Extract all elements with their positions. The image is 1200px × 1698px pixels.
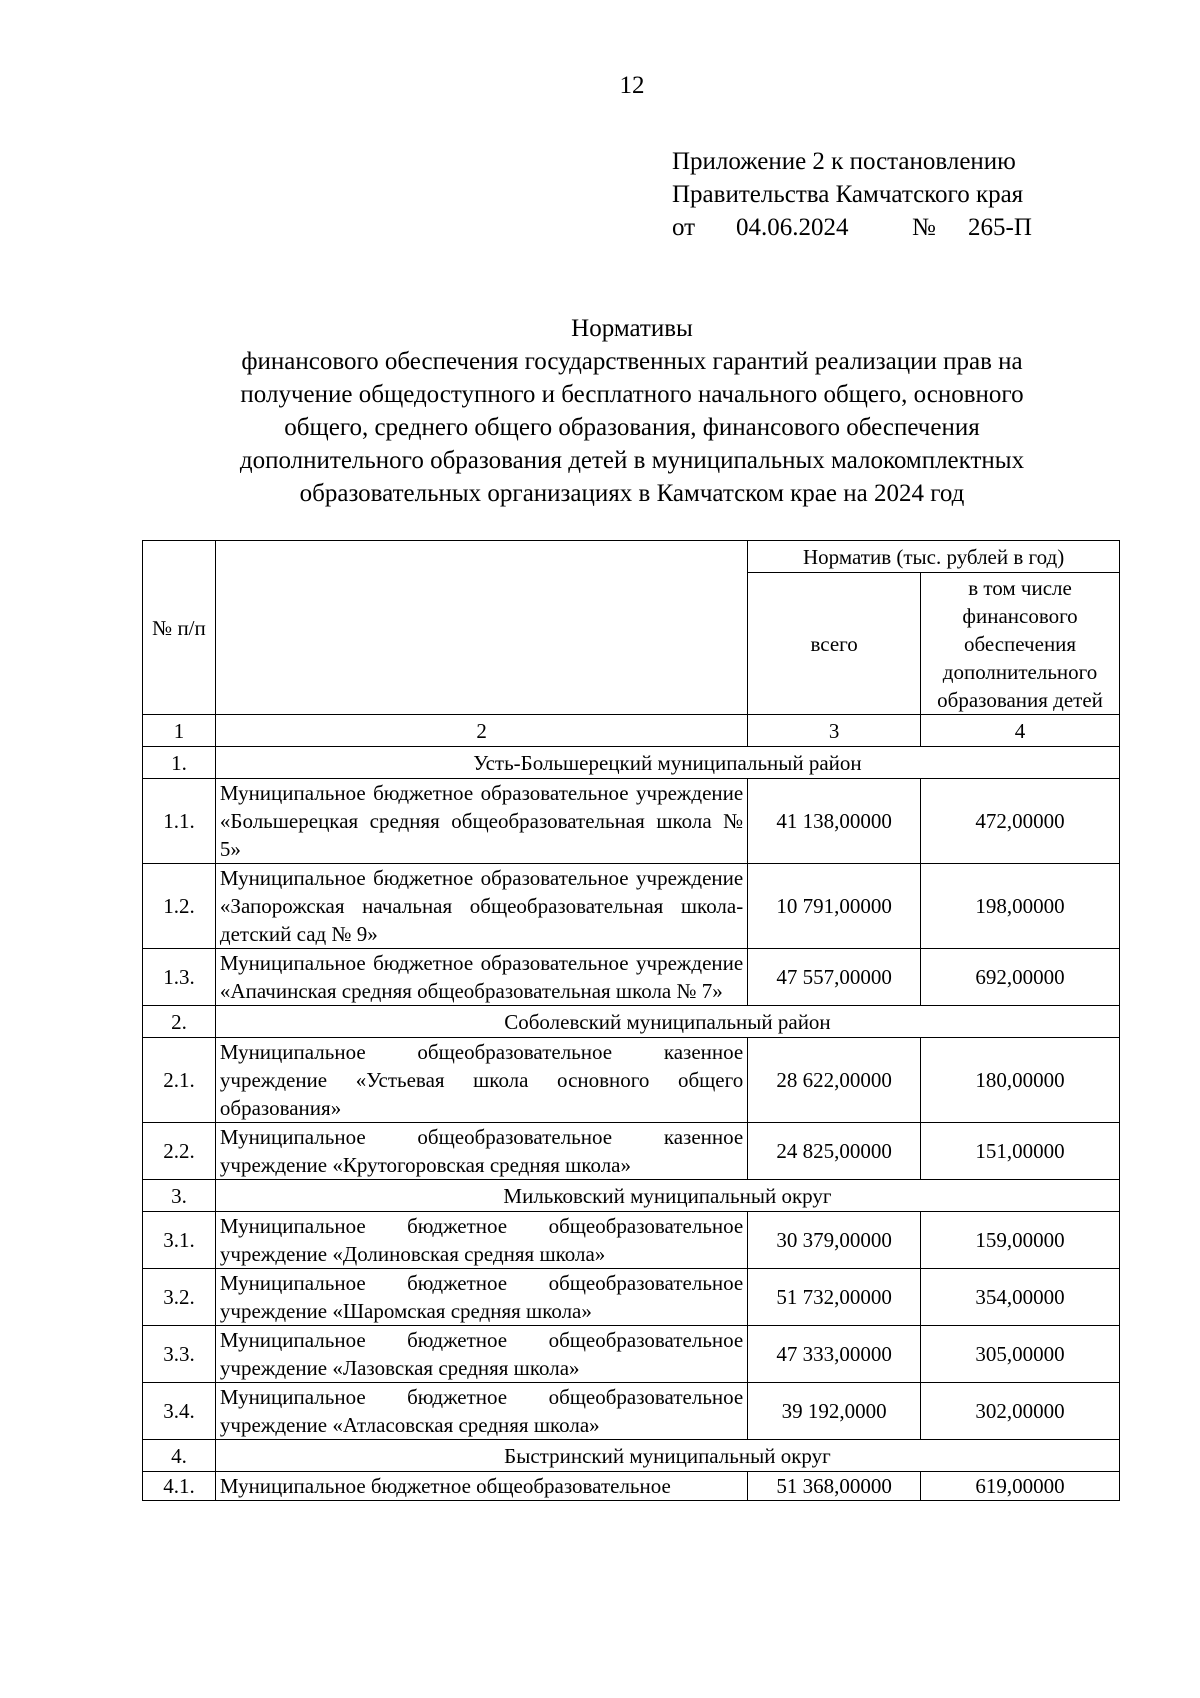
appendix-line-1: Приложение 2 к постановлению xyxy=(672,148,1016,175)
normative-additional: 159,00000 xyxy=(921,1212,1120,1269)
column-number-4: 4 xyxy=(921,715,1120,747)
normative-additional: 151,00000 xyxy=(921,1123,1120,1180)
row-number: 1.3. xyxy=(143,949,216,1006)
section-name: Усть-Большерецкий муниципальный район xyxy=(215,747,1119,779)
organization-name: Муниципальное общеобразовательное казенное учреждение «Крутогоровская средняя школа» xyxy=(215,1123,747,1180)
normative-additional: 619,00000 xyxy=(921,1472,1120,1501)
organization-name: Муниципальное бюджетное общеобразовательное учреждение «Лазовская средняя школа» xyxy=(215,1326,747,1383)
header-col-normative: Норматив (тыс. рублей в год) xyxy=(748,541,1120,573)
appendix-number-sign: № xyxy=(912,214,936,241)
normative-total: 41 138,00000 xyxy=(748,779,921,864)
normative-additional: 180,00000 xyxy=(921,1038,1120,1123)
column-number-2: 2 xyxy=(215,715,747,747)
appendix-number: 265-П xyxy=(968,214,1032,241)
table-row xyxy=(143,1038,1120,1123)
normative-additional: 305,00000 xyxy=(921,1326,1120,1383)
section-number: 1. xyxy=(143,747,216,779)
section-row xyxy=(143,1180,1120,1212)
table-row xyxy=(143,1269,1120,1326)
row-number: 2.2. xyxy=(143,1123,216,1180)
normative-total: 24 825,00000 xyxy=(748,1123,921,1180)
section-name: Соболевский муниципальный район xyxy=(215,1006,1119,1038)
title-line-4: общего, среднего общего образования, финансового обеспечения xyxy=(284,414,980,441)
organization-name: Муниципальное бюджетное образовательное учреждение «Запорожская начальная общеобразовательная школа-детский сад № 9» xyxy=(215,864,747,949)
header-col-total: всего xyxy=(748,573,921,715)
column-number-1: 1 xyxy=(143,715,216,747)
appendix-from-label: от xyxy=(672,214,696,241)
appendix-line-2: Правительства Камчатского края xyxy=(672,181,1024,208)
appendix-block xyxy=(672,145,1032,244)
normative-total: 30 379,00000 xyxy=(748,1212,921,1269)
title-line-5: дополнительного образования детей в муниципальных малокомплектных xyxy=(239,447,1025,474)
table-row xyxy=(143,1123,1120,1180)
document-title xyxy=(160,312,1104,510)
table-row xyxy=(143,949,1120,1006)
row-number: 1.1. xyxy=(143,779,216,864)
column-number-3: 3 xyxy=(748,715,921,747)
normative-total: 47 557,00000 xyxy=(748,949,921,1006)
header-col-additional: в том числе финансового обеспечения дополнительного образования детей xyxy=(921,573,1120,715)
title-line-1: Нормативы xyxy=(571,315,693,342)
row-number: 4.1. xyxy=(143,1472,216,1501)
row-number: 3.1. xyxy=(143,1212,216,1269)
organization-name: Муниципальное бюджетное общеобразовательное xyxy=(215,1472,747,1501)
organization-name: Муниципальное бюджетное образовательное учреждение «Апачинская средняя общеобразовательная школа № 7» xyxy=(215,949,747,1006)
table-row xyxy=(143,1326,1120,1383)
table-row xyxy=(143,1472,1120,1501)
table-row xyxy=(143,779,1120,864)
header-col-name xyxy=(215,541,747,715)
section-row xyxy=(143,747,1120,779)
title-line-6: образовательных организациях в Камчатском крае на 2024 год xyxy=(299,480,965,507)
title-line-3: получение общедоступного и бесплатного начального общего, основного xyxy=(240,381,1024,408)
section-number: 4. xyxy=(143,1440,216,1472)
organization-name: Муниципальное общеобразовательное казенное учреждение «Устьевая школа основного общего образования» xyxy=(215,1038,747,1123)
normative-total: 47 333,00000 xyxy=(748,1326,921,1383)
normative-additional: 692,00000 xyxy=(921,949,1120,1006)
normative-total: 51 732,00000 xyxy=(748,1269,921,1326)
column-number-row xyxy=(143,715,1120,747)
organization-name: Муниципальное бюджетное общеобразовательное учреждение «Шаромская средняя школа» xyxy=(215,1269,747,1326)
normative-additional: 302,00000 xyxy=(921,1383,1120,1440)
normative-total: 10 791,00000 xyxy=(748,864,921,949)
section-number: 2. xyxy=(143,1006,216,1038)
table-row xyxy=(143,864,1120,949)
title-line-2: финансового обеспечения государственных гарантий реализации прав на xyxy=(241,348,1023,375)
section-number: 3. xyxy=(143,1180,216,1212)
row-number: 3.2. xyxy=(143,1269,216,1326)
normative-additional: 354,00000 xyxy=(921,1269,1120,1326)
normative-additional: 198,00000 xyxy=(921,864,1120,949)
normative-additional: 472,00000 xyxy=(921,779,1120,864)
appendix-date: 04.06.2024 xyxy=(736,214,849,241)
row-number: 1.2. xyxy=(143,864,216,949)
row-number: 3.3. xyxy=(143,1326,216,1383)
normatives-table xyxy=(142,540,1120,1501)
section-row xyxy=(143,1440,1120,1472)
table-row xyxy=(143,1212,1120,1269)
header-col-no: № п/п xyxy=(143,541,216,715)
appendix-date-number-line xyxy=(672,211,1032,244)
section-name: Быстринский муниципальный округ xyxy=(215,1440,1119,1472)
organization-name: Муниципальное бюджетное общеобразовательное учреждение «Атласовская средняя школа» xyxy=(215,1383,747,1440)
row-number: 2.1. xyxy=(143,1038,216,1123)
row-number: 3.4. xyxy=(143,1383,216,1440)
normative-total: 51 368,00000 xyxy=(748,1472,921,1501)
section-name: Мильковский муниципальный округ xyxy=(215,1180,1119,1212)
normative-total: 39 192,0000 xyxy=(748,1383,921,1440)
page-number: 12 xyxy=(619,72,645,99)
organization-name: Муниципальное бюджетное общеобразовательное учреждение «Долиновская средняя школа» xyxy=(215,1212,747,1269)
normative-total: 28 622,00000 xyxy=(748,1038,921,1123)
organization-name: Муниципальное бюджетное образовательное учреждение «Большерецкая средняя общеобразовательная школа № 5» xyxy=(215,779,747,864)
table-row xyxy=(143,1383,1120,1440)
section-row xyxy=(143,1006,1120,1038)
